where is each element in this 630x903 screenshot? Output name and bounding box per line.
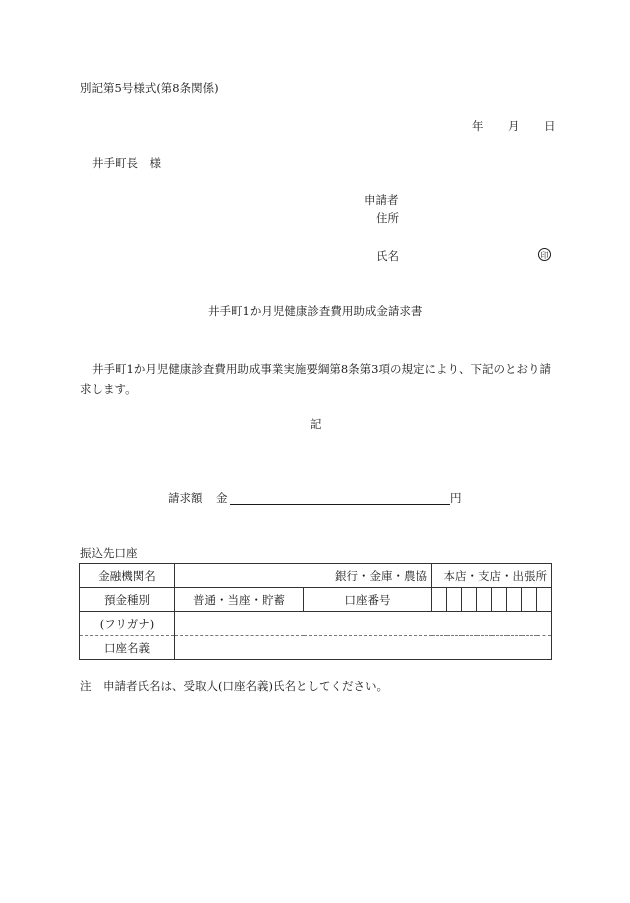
form-number: 別記第5号様式(第8条関係) (80, 81, 219, 95)
seal-mark: 印 (538, 248, 551, 261)
deposit-row (80, 588, 552, 612)
account-digit-cell[interactable] (537, 588, 552, 612)
account-table (79, 563, 552, 660)
furigana-label: (フリガナ) (80, 612, 175, 636)
body-text: 井手町1か月児健康診査費用助成事業実施要綱第8条第3項の規定により、下記のとおり請求します。 (80, 362, 551, 396)
furigana-field[interactable] (175, 612, 552, 636)
account-digit-cell[interactable] (507, 588, 522, 612)
ki-label: 記 (310, 417, 322, 431)
claim-amount-label: 請求額 (168, 491, 203, 505)
document-title: 井手町1か月児健康診査費用助成金請求書 (208, 304, 423, 318)
yen-label: 円 (450, 491, 462, 505)
bank-row (80, 564, 552, 588)
kin-label: 金 (216, 491, 228, 505)
bank-label: 金融機関名 (80, 564, 175, 588)
account-digit-cell[interactable] (432, 588, 447, 612)
account-digit-cell[interactable] (492, 588, 507, 612)
account-digit-cell[interactable] (447, 588, 462, 612)
account-digit-cell[interactable] (477, 588, 492, 612)
account-digit-cell[interactable] (522, 588, 537, 612)
addressee: 井手町長 様 (92, 156, 161, 170)
date-year: 年 (472, 119, 484, 133)
bank-types: 銀行・金庫・農協 (175, 564, 432, 588)
branch-types: 本店・支店・出張所 (432, 564, 552, 588)
deposit-types: 普通・当座・貯蓄 (175, 588, 304, 612)
date-day: 日 (544, 119, 556, 133)
name-label: 氏名 (376, 249, 399, 263)
holder-row (80, 636, 552, 660)
account-digit-cell[interactable] (462, 588, 477, 612)
date-line (472, 119, 556, 133)
deposit-label: 預金種別 (80, 588, 175, 612)
holder-label: 口座名義 (80, 636, 175, 660)
date-month: 月 (508, 119, 520, 133)
furigana-row (80, 612, 552, 636)
note: 注 申請者氏名は、受取人(口座名義)氏名としてください。 (80, 679, 388, 693)
account-number-label: 口座番号 (304, 588, 432, 612)
holder-field[interactable] (175, 636, 552, 660)
applicant-label: 申請者 (364, 193, 399, 207)
account-heading: 振込先口座 (80, 546, 138, 560)
address-label: 住所 (376, 211, 399, 225)
amount-underline (230, 504, 450, 505)
claim-amount-line (168, 490, 460, 504)
